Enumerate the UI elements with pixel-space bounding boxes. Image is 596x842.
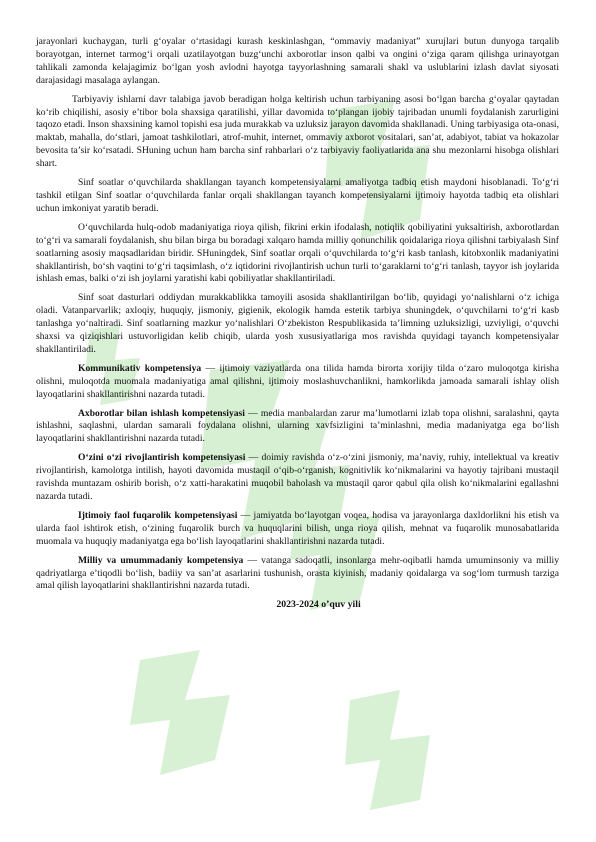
competency-communicative: [36, 363, 559, 402]
competency-civic: [36, 510, 559, 549]
competency-description: — jamiyatda bo‘layotgan voqea, hodisa va jarayonlarga daxldorlikni his etish va ularda faol ishtirok etish, o‘zining fuqarolik burch va huquqlarini bilish, unga rioya qilish, mehnat va fuqarolik munosabatlarida muomala va huquqiy madaniyatga ega bo‘lish layoqatlarini shakllantirishni nazarda tutadi.: [36, 509, 559, 547]
competency-self-development: [36, 452, 559, 504]
competency-description: — vatanga sadoqatli, insonlarga mehr-oqibatli hamda umuminsoniy va milliy qadriyatlarga e’tiqodli bo‘lish, badiiy va san’at asarlarini tushunish, orasta kiyinish, madaniy qoidalarga va sog‘lom turmush tarziga amal qilish layoqatlarini shakllantirishni nazarda tutadi.: [36, 554, 559, 592]
competency-term: Ijtimoiy faol fuqarolik kompetensiyasi: [78, 509, 238, 521]
paragraph-3: Sinf soatlar o‘quvchilarda shakllangan tayanch kompetensiyalarni amaliyotga tadbiq etish maydoni hisoblanadi. To‘g‘ri tashkil etilgan Sinf soatlar o‘quvchilarda fanlar orqali shakllangan tayanch kompetensiyalarni ijtimoiy hayotda tadbiq eta olishlari uchun imkoniyat yaratib beradi.: [36, 177, 559, 214]
competency-term: Milliy va umummadaniy kompetensiya: [78, 554, 244, 566]
document-page: [36, 36, 559, 618]
competency-term: Axborotlar bilan ishlash kompetensiyasi: [78, 407, 245, 419]
competency-description: — doimiy ravishda o‘z-o‘zini jismoniy, ma’naviy, ruhiy, intellektual va kreativ rivojlantirish, kamolotga intilish, hayoti davomida mustaqil o‘qib-o‘rganish, kognitivlik ko‘nikmalarini va hayotiy tajribani mustaqil ravishda muntazam oshirib borish, o‘z xatti-harakatini muqobil baholash va mustaqil qaror qabul qila olish ko‘nikmalarini egallashni nazarda tutadi.: [36, 452, 559, 502]
paragraph-2: Tarbiyaviy ishlarni davr talabiga javob beradigan holga keltirish uchun tarbiyaning asosi bo‘lgan barcha g‘oyalar qaytadan ko‘rib chiqilishi, asosiy e’tibor bola shaxsiga qaratilishi, yillar davomida to‘plangan ijobiy tajribadan unumli foydalanish zarurligini taqozo etadi. Inson shaxsining kamol topishi esa juda murakkab va uzluksiz jarayon davomida shakllanadi. Uning tarbiyasiga ota-onasi, maktab, mahalla, do‘stlari, jamoat tashkilotlari, atrof-muhit, internet, ommaviy axborot vositalari, san’at, adabiyot, tabiat va hokazolar bevosita ta’sir ko‘rsatadi. SHuning uchun ham barcha sinf rahbarlari o‘z tarbiyaviy faoliyatlarida ana shu mezonlarni hisobga olishlari shart.: [36, 93, 559, 170]
academic-year-footer: 2023-2024 o’quv yili: [276, 599, 361, 611]
competency-description: — ijtimoiy vaziyatlarda ona tilida hamda birorta xorijiy tilda o‘zaro muloqotga kirisha olishni, muloqotda muomala madaniyatiga amal qilishni, ijtimoiy moslashuvchanlikni, hamkorlikda jamoada samarali ishlay olish layoqatlarini shakllantirishni nazarda tutadi.: [36, 362, 559, 400]
paragraph-5: Sinf soat dasturlari oddiydan murakkablikka tamoyili asosida shakllantirilgan bo‘lib, quyidagi yo‘nalishlarni o‘z ichiga oladi. Vatanparvarlik; axloqiy, huquqiy, jismoniy, gigienik, ekologik hamda estetik tarbiya shuningdek, o‘quvchilarni to‘g‘ri kasb tanlashga yo‘naltiradi. Sinf soatlarning mazkur yo‘nalishlari O‘zbekiston Respublikasida ta’limning uzluksizligi, uzviyligi, o‘quvchi shaxsi va qiziqishlari ustuvorligidan kelib chiqib, ularda yosh xususiyatlariga mos ravishda quyidagi tayanch kompetensiyalar shakllantiriladi.: [36, 292, 559, 355]
paragraph-1: jarayonlari kuchaygan, turli g‘oyalar o‘rtasidagi kurash keskinlashgan, “ommaviy madaniyat” xurujlari butun dunyoga tarqalib borayotgan, internet tarmog‘i orqali uzatilayotgan buzg‘unchi axborotlar inson qalbi va ongini o‘ziga qaram qilishga urinayotgan tahlikali zamonda kelajagimiz bo‘lgan yosh avlodni hayotga tayyorlashning samarali shakl va uslublarini izlash davlat siyosati darajasidagi masalaga aylangan.: [36, 36, 559, 86]
competency-term: Kommunikativ kompetensiya: [78, 362, 202, 374]
competency-information: [36, 408, 559, 447]
competency-description: — media manbalardan zarur ma’lumotlarni izlab topa olishni, saralashni, qayta ishlashni, saqlashni, ulardan samarali foydalana olishni, ularning xavfsizligini ta’minlashni, media madaniyatga ega bo‘lish layoqatlarini shakllantirishni nazarda tutadi.: [36, 407, 559, 445]
watermark-stroke: [345, 690, 430, 810]
watermark-stroke: [130, 650, 230, 775]
competency-term: O‘zini o‘zi rivojlantirish kompetensiyasi: [78, 452, 246, 464]
competency-national-cultural: [36, 555, 559, 594]
paragraph-4: O‘quvchilarda hulq-odob madaniyatiga rioya qilish, fikrini erkin ifodalash, notiqlik qobiliyatini yuksaltirish, axborotlardan to‘g‘ri va samarali foydalanish, shu bilan birga bu boradagi xalqaro hamda milliy qonunchilik qoidalariga rioya qilishni tarbiyalash Sinf soatlarning asosiy maqsadlaridan biridir. SHuningdek, Sinf soatlar orqali o‘quvchilarda to‘g‘ri kasb tanlash, kitobxonlik madaniyatini shakllantirish, bo‘sh vaqtini to‘g‘ri taqsimlash, o‘z iqtidorini rivojlantirish uchun turli to‘garaklarni to‘g‘ri tanlash, tayyor ish joylarida ishlash emas, balki o‘zi ish joylarni yaratishi kabi qobiliyatlar shakllantiriladi.: [36, 221, 559, 285]
